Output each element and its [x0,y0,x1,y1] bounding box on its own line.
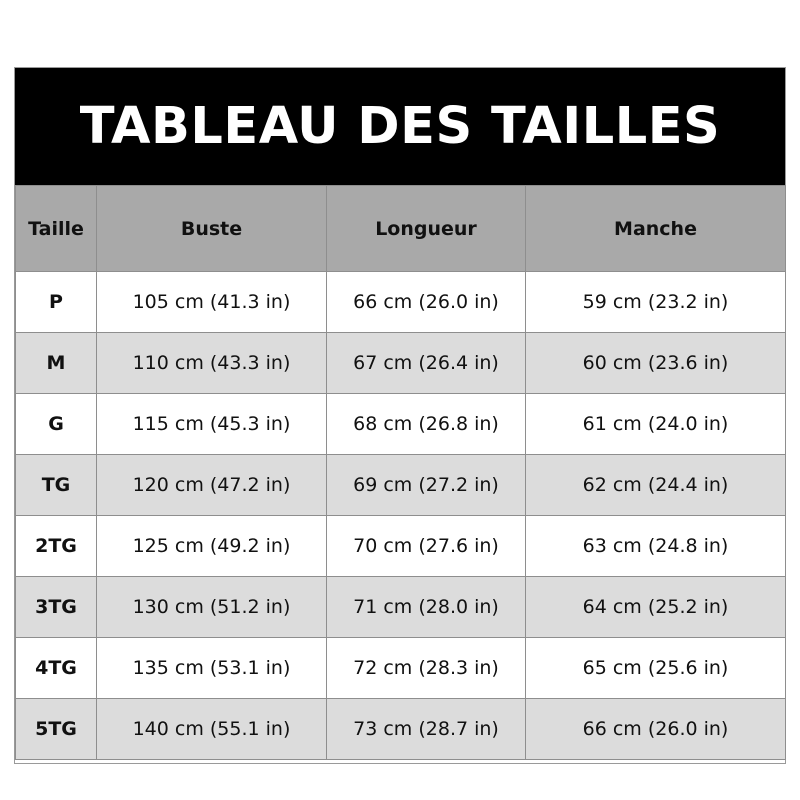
table-row [16,699,786,760]
longueur-cell: 71 cm (28.0 in) [327,577,526,638]
column-header-buste: Buste [97,186,327,272]
chart-title: TABLEAU DES TAILLES [79,97,721,156]
size-cell: 5TG [16,699,97,760]
table-row [16,516,786,577]
manche-cell: 66 cm (26.0 in) [526,699,786,760]
size-cell: 3TG [16,577,97,638]
title-banner [15,68,785,185]
table-row [16,272,786,333]
buste-cell: 105 cm (41.3 in) [97,272,327,333]
size-cell: M [16,333,97,394]
header-row [16,186,786,272]
table-row [16,394,786,455]
longueur-cell: 70 cm (27.6 in) [327,516,526,577]
manche-cell: 60 cm (23.6 in) [526,333,786,394]
table-row [16,333,786,394]
size-cell: 2TG [16,516,97,577]
manche-cell: 62 cm (24.4 in) [526,455,786,516]
column-header-taille: Taille [16,186,97,272]
manche-cell: 59 cm (23.2 in) [526,272,786,333]
size-chart [14,67,786,764]
size-table [15,185,786,760]
size-cell: 4TG [16,638,97,699]
column-header-manche: Manche [526,186,786,272]
size-cell: P [16,272,97,333]
table-row [16,455,786,516]
table-row [16,638,786,699]
size-cell: TG [16,455,97,516]
buste-cell: 120 cm (47.2 in) [97,455,327,516]
buste-cell: 110 cm (43.3 in) [97,333,327,394]
column-header-longueur: Longueur [327,186,526,272]
longueur-cell: 68 cm (26.8 in) [327,394,526,455]
buste-cell: 130 cm (51.2 in) [97,577,327,638]
buste-cell: 125 cm (49.2 in) [97,516,327,577]
manche-cell: 61 cm (24.0 in) [526,394,786,455]
buste-cell: 140 cm (55.1 in) [97,699,327,760]
manche-cell: 64 cm (25.2 in) [526,577,786,638]
buste-cell: 135 cm (53.1 in) [97,638,327,699]
longueur-cell: 69 cm (27.2 in) [327,455,526,516]
buste-cell: 115 cm (45.3 in) [97,394,327,455]
longueur-cell: 73 cm (28.7 in) [327,699,526,760]
longueur-cell: 72 cm (28.3 in) [327,638,526,699]
manche-cell: 63 cm (24.8 in) [526,516,786,577]
longueur-cell: 66 cm (26.0 in) [327,272,526,333]
table-row [16,577,786,638]
size-cell: G [16,394,97,455]
manche-cell: 65 cm (25.6 in) [526,638,786,699]
longueur-cell: 67 cm (26.4 in) [327,333,526,394]
